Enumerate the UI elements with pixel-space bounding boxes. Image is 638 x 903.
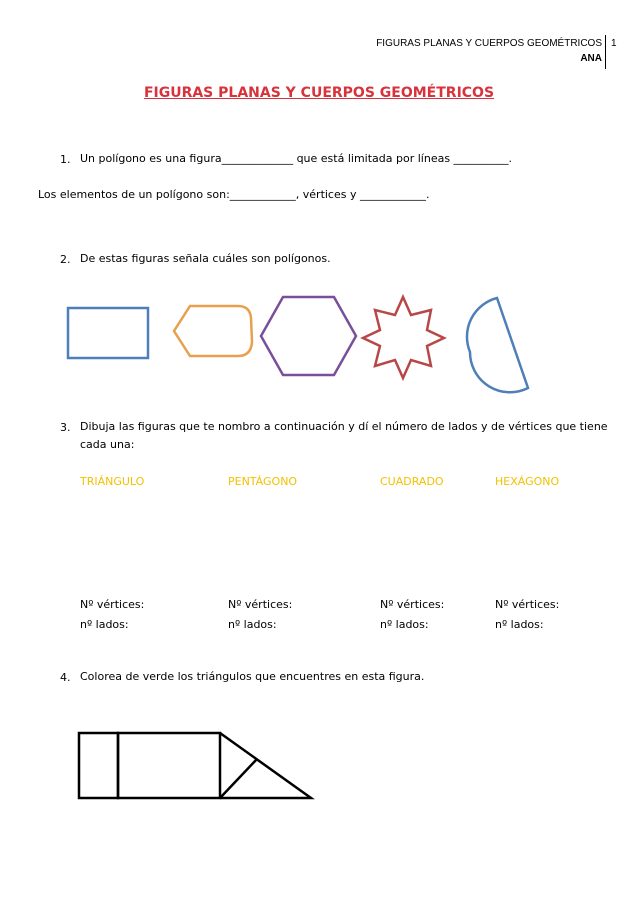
q4-text: Colorea de verde los triángulos que encuentres en esta figura. bbox=[80, 670, 425, 683]
vertices-label-hexagon: Nº vértices: bbox=[495, 598, 560, 611]
vertices-label-triangle: Nº vértices: bbox=[80, 598, 145, 611]
shape-name-pentagon: PENTÁGONO bbox=[228, 475, 298, 488]
q1-line2: Los elementos de un polígono son:____________, vértices y ____________. bbox=[38, 188, 430, 201]
q3-text-line2: cada una: bbox=[80, 438, 135, 451]
shape-name-hexagon: HEXÁGONO bbox=[495, 475, 560, 488]
q2-number: 2. bbox=[60, 253, 71, 266]
header-author: ANA bbox=[580, 53, 602, 64]
vertices-label-pentagon: Nº vértices: bbox=[228, 598, 293, 611]
figure-square bbox=[79, 733, 118, 798]
sides-label-square: nº lados: bbox=[380, 618, 429, 631]
q2-text: De estas figuras señala cuáles son polígonos. bbox=[80, 252, 331, 265]
page-number: 1 bbox=[611, 38, 617, 49]
shape-name-square: CUADRADO bbox=[380, 475, 444, 488]
q3-text-line1: Dibuja las figuras que te nombro a continuación y dí el número de lados y de vértices que tiene bbox=[80, 420, 608, 433]
figure-outer-triangle bbox=[220, 733, 311, 798]
q1-text: Un polígono es una figura_____________ que está limitada por líneas __________. bbox=[80, 152, 513, 165]
shape-name-triangle: TRIÁNGULO bbox=[80, 475, 145, 488]
vertices-label-square: Nº vértices: bbox=[380, 598, 445, 611]
figure-rectangle bbox=[118, 733, 220, 798]
q1-number: 1. bbox=[60, 153, 71, 166]
header-title: FIGURAS PLANAS Y CUERPOS GEOMÉTRICOS bbox=[376, 38, 602, 49]
sides-label-hexagon: nº lados: bbox=[495, 618, 544, 631]
page-title: FIGURAS PLANAS Y CUERPOS GEOMÉTRICOS bbox=[143, 85, 495, 101]
q3-number: 3. bbox=[60, 421, 71, 434]
sides-label-triangle: nº lados: bbox=[80, 618, 129, 631]
q4-number: 4. bbox=[60, 671, 71, 684]
figure-inner-line bbox=[220, 759, 257, 798]
sides-label-pentagon: nº lados: bbox=[228, 618, 277, 631]
